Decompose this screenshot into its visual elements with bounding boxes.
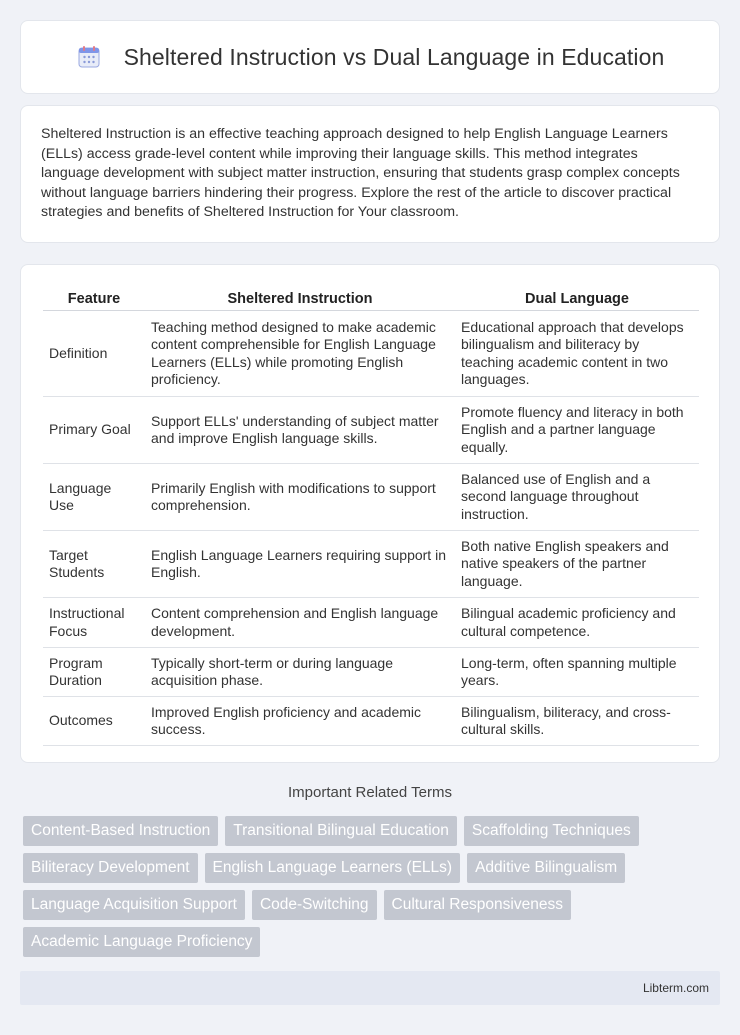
- column-header-feature: Feature: [43, 285, 145, 311]
- page-title: Sheltered Instruction vs Dual Language in Education: [123, 43, 665, 70]
- dual-cell: Long-term, often spanning multiple years.: [455, 648, 699, 697]
- sheltered-cell: English Language Learners requiring support in English.: [145, 531, 455, 598]
- title-card: [20, 20, 720, 94]
- related-term-tag[interactable]: Biliteracy Development: [23, 853, 198, 883]
- column-header-dual: Dual Language: [455, 285, 699, 311]
- feature-cell: Outcomes: [43, 697, 145, 746]
- feature-cell: Primary Goal: [43, 397, 145, 464]
- comparison-table-card: [20, 264, 720, 763]
- sheltered-cell: Improved English proficiency and academic success.: [145, 697, 455, 746]
- related-term-tag[interactable]: Academic Language Proficiency: [23, 927, 260, 957]
- dual-cell: Bilingual academic proficiency and cultural competence.: [455, 598, 699, 648]
- table-row: [43, 311, 699, 397]
- related-terms-list: [23, 816, 723, 964]
- comparison-table: [43, 285, 699, 746]
- sheltered-cell: Support ELLs' understanding of subject matter and improve English language skills.: [145, 397, 455, 464]
- table-header-row: [43, 285, 699, 311]
- dual-cell: Educational approach that develops bilingualism and biliteracy by teaching academic content in two languages.: [455, 311, 699, 397]
- related-terms-heading: Important Related Terms: [288, 784, 452, 801]
- sheltered-cell: Teaching method designed to make academic content comprehensible for English Language Learners (ELLs) while promoting English proficiency.: [145, 311, 455, 397]
- related-term-tag[interactable]: Additive Bilingualism: [467, 853, 625, 883]
- feature-cell: Program Duration: [43, 648, 145, 697]
- table-row: [43, 648, 699, 697]
- related-term-tag[interactable]: Content-Based Instruction: [23, 816, 218, 846]
- dual-cell: Promote fluency and literacy in both English and a partner language equally.: [455, 397, 699, 464]
- feature-cell: Definition: [43, 311, 145, 397]
- intro-paragraph: Sheltered Instruction is an effective teaching approach designed to help English Language Learners (ELLs) access grade-level content while improving their language skills. This method integrates language development with subject matter instruction, ensuring that students grasp complex concepts without language barriers hindering their progress. Explore the rest of the article to discover practical strategies and benefits of Sheltered Instruction for Your classroom.: [41, 126, 680, 221]
- related-term-tag[interactable]: Code-Switching: [252, 890, 377, 920]
- related-term-tag[interactable]: Cultural Responsiveness: [384, 890, 571, 920]
- dual-cell: Balanced use of English and a second language throughout instruction.: [455, 464, 699, 531]
- related-term-tag[interactable]: Scaffolding Techniques: [464, 816, 639, 846]
- footer: [20, 971, 720, 1005]
- column-header-sheltered: Sheltered Instruction: [145, 285, 455, 311]
- table-row: [43, 397, 699, 464]
- table-row: [43, 697, 699, 746]
- sheltered-cell: Typically short-term or during language acquisition phase.: [145, 648, 455, 697]
- table-row: [43, 598, 699, 648]
- dual-cell: Both native English speakers and native speakers of the partner language.: [455, 531, 699, 598]
- feature-cell: Language Use: [43, 464, 145, 531]
- footer-site-link[interactable]: Libterm.com: [642, 981, 709, 995]
- intro-card: [20, 105, 720, 243]
- dual-cell: Bilingualism, biliteracy, and cross-cultural skills.: [455, 697, 699, 746]
- calendar-icon: [76, 44, 102, 70]
- feature-cell: Target Students: [43, 531, 145, 598]
- table-row: [43, 531, 699, 598]
- related-term-tag[interactable]: Transitional Bilingual Education: [225, 816, 457, 846]
- sheltered-cell: Content comprehension and English language development.: [145, 598, 455, 648]
- sheltered-cell: Primarily English with modifications to support comprehension.: [145, 464, 455, 531]
- table-row: [43, 464, 699, 531]
- related-term-tag[interactable]: Language Acquisition Support: [23, 890, 245, 920]
- related-term-tag[interactable]: English Language Learners (ELLs): [205, 853, 461, 883]
- feature-cell: Instructional Focus: [43, 598, 145, 648]
